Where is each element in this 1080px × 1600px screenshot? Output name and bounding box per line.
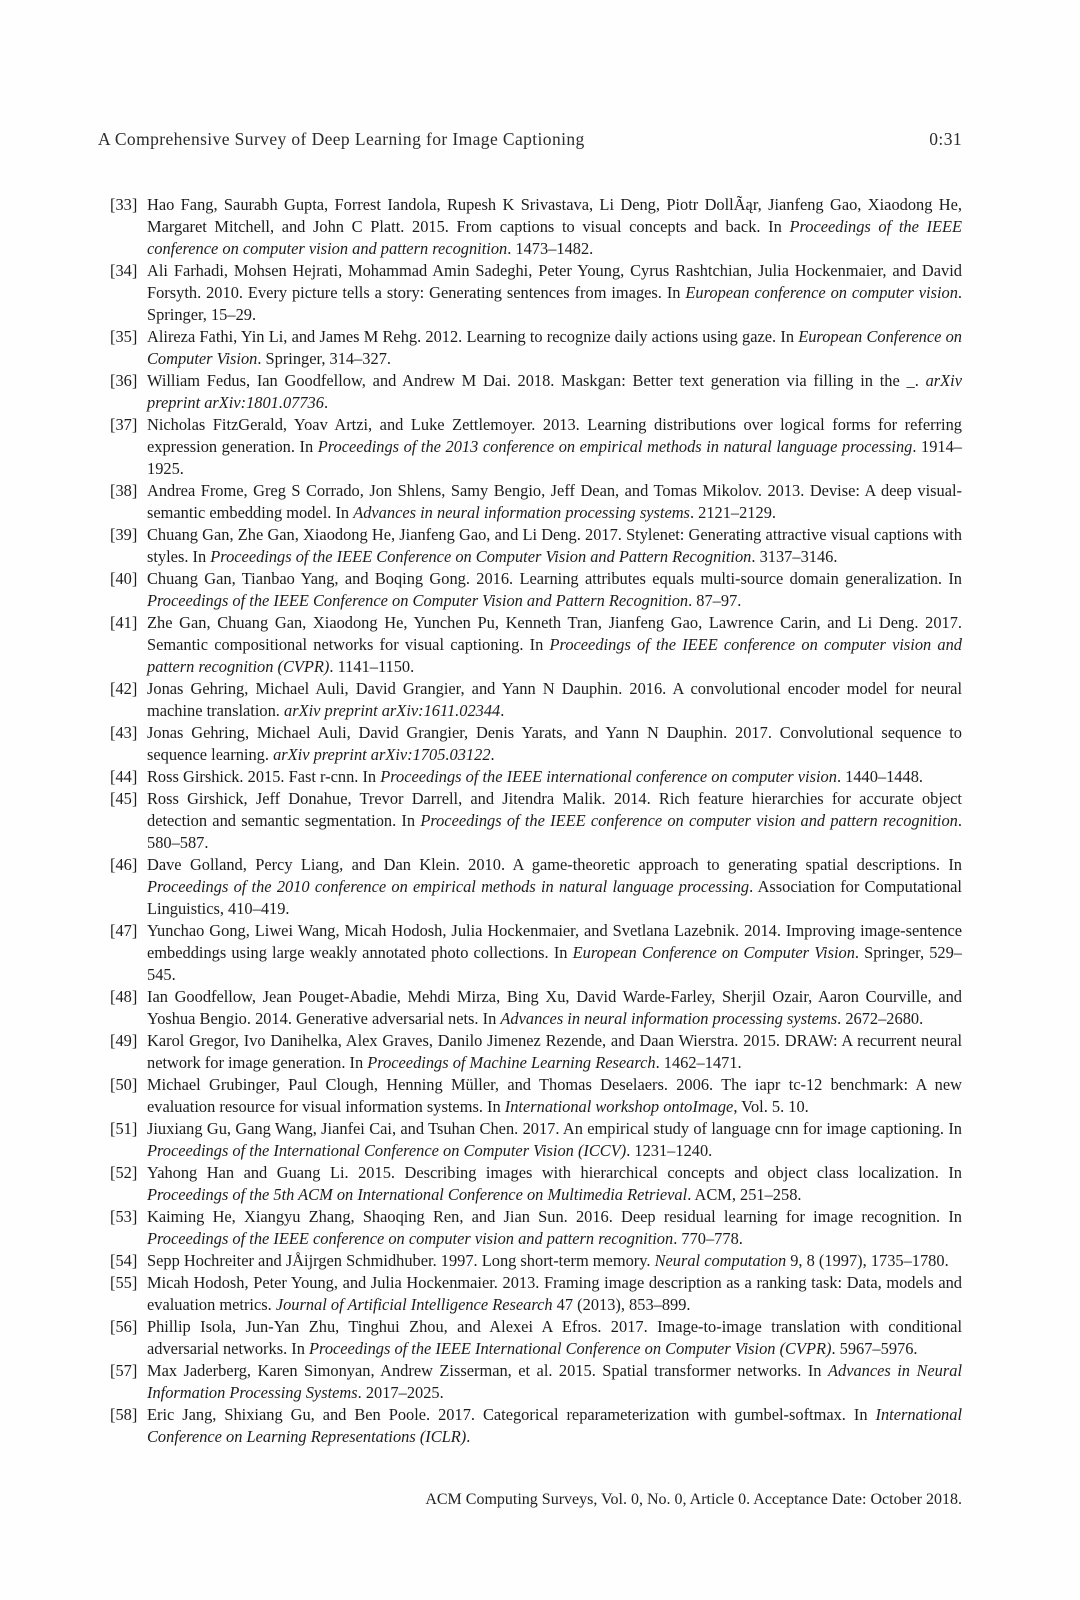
reference-label: [49] — [110, 1031, 138, 1050]
reference-text — [147, 370, 962, 414]
reference-body: Chuang Gan, Zhe Gan, Xiaodong He, Jianfeng Gao, and Li Deng. 2017. Stylenet: Generating attractive visual captions with styles. In — [147, 525, 962, 566]
reference-text — [147, 1030, 962, 1074]
reference-venue: Proceedings of the IEEE conference on computer vision and pattern recognition — [420, 811, 958, 830]
reference-text — [147, 766, 962, 788]
reference-text — [147, 480, 962, 524]
reference-venue: European conference on computer vision — [685, 283, 958, 302]
reference-label: [47] — [110, 921, 138, 940]
reference-body: . — [500, 701, 505, 720]
reference-venue: Proceedings of the 5th ACM on International Conference on Multimedia Retrieval — [147, 1185, 688, 1204]
reference-item — [110, 612, 962, 678]
reference-venue: arXiv preprint arXiv:1705.03122 — [273, 745, 491, 764]
reference-item — [110, 194, 962, 260]
reference-item — [110, 524, 962, 568]
page-title: A Comprehensive Survey of Deep Learning for Image Captioning — [98, 129, 585, 149]
reference-label: [41] — [110, 613, 138, 632]
reference-label: [56] — [110, 1317, 138, 1336]
reference-label: [50] — [110, 1075, 138, 1094]
reference-body: Max Jaderberg, Karen Simonyan, Andrew Zisserman, et al. 2015. Spatial transformer networks. In — [147, 1361, 828, 1380]
reference-body: . — [490, 745, 495, 764]
reference-item — [110, 788, 962, 854]
reference-text — [147, 326, 962, 370]
reference-body: 47 (2013), 853–899. — [552, 1295, 691, 1314]
reference-label: [51] — [110, 1119, 138, 1138]
reference-item — [110, 854, 962, 920]
reference-body: Jonas Gehring, Michael Auli, David Grangier, and Yann N Dauphin. 2016. A convolutional encoder model for neural machine translation. — [147, 679, 962, 720]
reference-venue: Proceedings of the IEEE conference on computer vision and pattern recognition — [147, 217, 963, 258]
reference-body: , Vol. 5. 10. — [733, 1097, 809, 1116]
reference-item — [110, 1404, 962, 1448]
reference-text — [147, 612, 962, 678]
reference-text — [147, 678, 962, 722]
reference-body: Zhe Gan, Chuang Gan, Xiaodong He, Yunchen Pu, Kenneth Tran, Jianfeng Gao, Lawrence Carin, and Li Deng. 2017. Semantic compositional networks for visual captioning. In — [147, 613, 962, 654]
reference-venue: Proceedings of the IEEE Conference on Computer Vision and Pattern Recognition — [210, 547, 752, 566]
reference-body: Karol Gregor, Ivo Danihelka, Alex Graves, Danilo Jimenez Rezende, and Daan Wierstra. 2015. DRAW: A recurrent neural network for image generation. In — [147, 1031, 962, 1072]
reference-text — [147, 1272, 962, 1316]
reference-text — [147, 1118, 962, 1162]
reference-text — [147, 722, 962, 766]
reference-body: . 1141–1150. — [329, 657, 415, 676]
reference-body: Yahong Han and Guang Li. 2015. Describing images with hierarchical concepts and object class localization. In — [147, 1163, 962, 1182]
reference-text — [147, 854, 962, 920]
reference-label: [34] — [110, 261, 138, 280]
reference-item — [110, 1118, 962, 1162]
reference-body: . 3137–3146. — [751, 547, 838, 566]
reference-body: Nicholas FitzGerald, Yoav Artzi, and Luke Zettlemoyer. 2013. Learning distributions over logical forms for referring expression generation. In — [147, 415, 962, 456]
reference-text — [147, 1074, 962, 1118]
reference-label: [40] — [110, 569, 138, 588]
reference-venue: Advances in neural information processing systems — [500, 1009, 838, 1028]
reference-venue: arXiv preprint arXiv:1801.07736 — [147, 371, 962, 412]
reference-text — [147, 414, 962, 480]
reference-body: . 5967–5976. — [831, 1339, 918, 1358]
reference-body: Chuang Gan, Tianbao Yang, and Boqing Gong. 2016. Learning attributes equals multi-source domain generalization. In — [147, 569, 962, 588]
reference-venue: European Conference on Computer Vision — [147, 327, 962, 368]
reference-venue: Proceedings of the IEEE conference on computer vision and pattern recognition — [147, 1229, 674, 1248]
reference-item — [110, 1250, 962, 1272]
reference-text — [147, 194, 962, 260]
reference-label: [43] — [110, 723, 138, 742]
reference-label: [37] — [110, 415, 138, 434]
reference-label: [38] — [110, 481, 138, 500]
reference-item — [110, 1272, 962, 1316]
reference-body: . 580–587. — [147, 811, 962, 852]
reference-venue: Proceedings of the IEEE international conference on computer vision — [380, 767, 837, 786]
reference-label: [58] — [110, 1405, 138, 1424]
reference-body: . ACM, 251–258. — [687, 1185, 802, 1204]
reference-body: William Fedus, Ian Goodfellow, and Andrew M Dai. 2018. Maskgan: Better text generation via filling in the _. — [147, 371, 926, 390]
reference-body: . Springer, 15–29. — [147, 283, 963, 324]
reference-label: [44] — [110, 767, 138, 786]
reference-item — [110, 414, 962, 480]
reference-venue: Proceedings of the IEEE Conference on Computer Vision and Pattern Recognition — [147, 591, 689, 610]
reference-item — [110, 1162, 962, 1206]
reference-venue: Proceedings of the 2013 conference on empirical methods in natural language processing — [317, 437, 913, 456]
references-list — [110, 194, 962, 1448]
reference-label: [45] — [110, 789, 138, 808]
reference-text — [147, 1206, 962, 1250]
reference-body: . 87–97. — [688, 591, 742, 610]
reference-body: Alireza Fathi, Yin Li, and James M Rehg. 2012. Learning to recognize daily actions using gaze. In — [147, 327, 799, 346]
reference-body: Jiuxiang Gu, Gang Wang, Jianfei Cai, and Tsuhan Chen. 2017. An empirical study of language cnn for image captioning. In — [147, 1119, 962, 1138]
reference-venue: International workshop ontoImage — [504, 1097, 734, 1116]
reference-body: . 2121–2129. — [689, 503, 776, 522]
page-number: 0:31 — [929, 129, 962, 149]
reference-item — [110, 1030, 962, 1074]
reference-body: Michael Grubinger, Paul Clough, Henning Müller, and Thomas Deselaers. 2006. The iapr tc-12 benchmark: A new evaluation resource for visual information systems. In — [147, 1075, 962, 1116]
reference-label: [42] — [110, 679, 138, 698]
reference-text — [147, 260, 962, 326]
footer-text: ACM Computing Surveys, Vol. 0, No. 0, Article 0. Acceptance Date: October 2018. — [425, 1491, 962, 1508]
reference-venue: Advances in neural information processing systems — [353, 503, 690, 522]
reference-body: Hao Fang, Saurabh Gupta, Forrest Iandola, Rupesh K Srivastava, Li Deng, Piotr DollÃąr, Jianfeng Gao, Xiaodong He, Margaret Mitchell, and John C Platt. 2015. From captions to visual concepts and back. In — [147, 195, 962, 236]
reference-body: . Springer, 529–545. — [147, 943, 963, 984]
reference-body: . Springer, 314–327. — [257, 349, 391, 368]
reference-item — [110, 1074, 962, 1118]
reference-item — [110, 370, 962, 414]
reference-body: Kaiming He, Xiangyu Zhang, Shaoqing Ren, and Jian Sun. 2016. Deep residual learning for image recognition. In — [147, 1207, 962, 1226]
reference-item — [110, 1206, 962, 1250]
reference-venue: Proceedings of the IEEE conference on computer vision and pattern recognition (CVPR) — [147, 635, 963, 676]
reference-text — [147, 1316, 962, 1360]
reference-body: . 1231–1240. — [626, 1141, 713, 1160]
reference-venue: Neural computation — [654, 1251, 787, 1270]
reference-item — [110, 326, 962, 370]
reference-item — [110, 722, 962, 766]
reference-text — [147, 1162, 962, 1206]
reference-body: Yunchao Gong, Liwei Wang, Micah Hodosh, Julia Hockenmaier, and Svetlana Lazebnik. 2014. Improving image-sentence embeddings using large weakly annotated photo collections. In — [147, 921, 962, 962]
reference-venue: Journal of Artificial Intelligence Research — [275, 1295, 553, 1314]
reference-label: [52] — [110, 1163, 138, 1182]
reference-venue: European Conference on Computer Vision — [572, 943, 855, 962]
reference-body: . 1462–1471. — [655, 1053, 742, 1072]
reference-body: . 1473–1482. — [507, 239, 594, 258]
reference-body: . 2672–2680. — [837, 1009, 924, 1028]
reference-item — [110, 568, 962, 612]
reference-body: . — [323, 393, 329, 412]
reference-venue: arXiv preprint arXiv:1611.02344 — [284, 701, 501, 720]
reference-venue: Proceedings of Machine Learning Research — [367, 1053, 656, 1072]
reference-body: . Association for Computational Linguistics, 410–419. — [147, 877, 962, 918]
reference-body: . 1440–1448. — [836, 767, 923, 786]
reference-body: Ross Girshick, Jeff Donahue, Trevor Darrell, and Jitendra Malik. 2014. Rich feature hierarchies for accurate object detection and semantic segmentation. In — [147, 789, 962, 830]
reference-body: Ian Goodfellow, Jean Pouget-Abadie, Mehdi Mirza, Bing Xu, David Warde-Farley, Sherjil Ozair, Aaron Courville, and Yoshua Bengio. 2014. Generative adversarial nets. In — [147, 987, 962, 1028]
running-header — [98, 129, 962, 150]
reference-text — [147, 920, 962, 986]
reference-label: [53] — [110, 1207, 138, 1226]
reference-body: Ross Girshick. 2015. Fast r-cnn. In — [147, 767, 381, 786]
reference-body: Ali Farhadi, Mohsen Hejrati, Mohammad Amin Sadeghi, Peter Young, Cyrus Rashtchian, Julia Hockenmaier, and David Forsyth. 2010. Every picture tells a story: Generating sentences from images. In — [147, 261, 962, 302]
reference-body: Phillip Isola, Jun-Yan Zhu, Tinghui Zhou, and Alexei A Efros. 2017. Image-to-image translation with conditional adversarial networks. In — [147, 1317, 962, 1358]
reference-item — [110, 480, 962, 524]
reference-body: . 1914–1925. — [147, 437, 962, 478]
reference-label: [33] — [110, 195, 138, 214]
reference-text — [147, 1250, 962, 1272]
reference-label: [36] — [110, 371, 138, 390]
reference-item — [110, 1316, 962, 1360]
reference-item — [110, 1360, 962, 1404]
reference-text — [147, 986, 962, 1030]
reference-body: Jonas Gehring, Michael Auli, David Grangier, Denis Yarats, and Yann N Dauphin. 2017. Convolutional sequence to sequence learning. — [147, 723, 962, 764]
reference-label: [54] — [110, 1251, 138, 1270]
reference-body: Andrea Frome, Greg S Corrado, Jon Shlens, Samy Bengio, Jeff Dean, and Tomas Mikolov. 2013. Devise: A deep visual-semantic embedding model. In — [147, 481, 962, 522]
reference-label: [48] — [110, 987, 138, 1006]
reference-body: Dave Golland, Percy Liang, and Dan Klein. 2010. A game-theoretic approach to generating spatial descriptions. In — [147, 855, 962, 874]
reference-label: [55] — [110, 1273, 138, 1292]
reference-body: Micah Hodosh, Peter Young, and Julia Hockenmaier. 2013. Framing image description as a ranking task: Data, models and evaluation metrics. — [147, 1273, 962, 1314]
reference-venue: International Conference on Learning Representations (ICLR) — [147, 1405, 962, 1446]
reference-text — [147, 788, 962, 854]
reference-venue: Advances in Neural Information Processing Systems — [147, 1361, 963, 1402]
reference-label: [46] — [110, 855, 138, 874]
reference-body: Eric Jang, Shixiang Gu, and Ben Poole. 2017. Categorical reparameterization with gumbel-softmax. In — [147, 1405, 876, 1424]
reference-text — [147, 1360, 962, 1404]
reference-body: 9, 8 (1997), 1735–1780. — [786, 1251, 949, 1270]
reference-label: [39] — [110, 525, 138, 544]
reference-body: . 770–778. — [673, 1229, 743, 1248]
reference-item — [110, 678, 962, 722]
reference-item — [110, 260, 962, 326]
reference-body: . 2017–2025. — [357, 1383, 444, 1402]
reference-body: . — [466, 1427, 471, 1446]
reference-item — [110, 766, 962, 788]
reference-text — [147, 524, 962, 568]
reference-item — [110, 986, 962, 1030]
reference-item — [110, 920, 962, 986]
reference-venue: Proceedings of the International Conference on Computer Vision (ICCV) — [147, 1141, 627, 1160]
reference-venue: Proceedings of the 2010 conference on empirical methods in natural language processing — [147, 877, 750, 896]
reference-venue: Proceedings of the IEEE International Conference on Computer Vision (CVPR) — [309, 1339, 832, 1358]
reference-label: [57] — [110, 1361, 138, 1380]
reference-body: Sepp Hochreiter and JÅijrgen Schmidhuber. 1997. Long short-term memory. — [147, 1251, 655, 1270]
reference-text — [147, 568, 962, 612]
reference-label: [35] — [110, 327, 138, 346]
reference-text — [147, 1404, 962, 1448]
